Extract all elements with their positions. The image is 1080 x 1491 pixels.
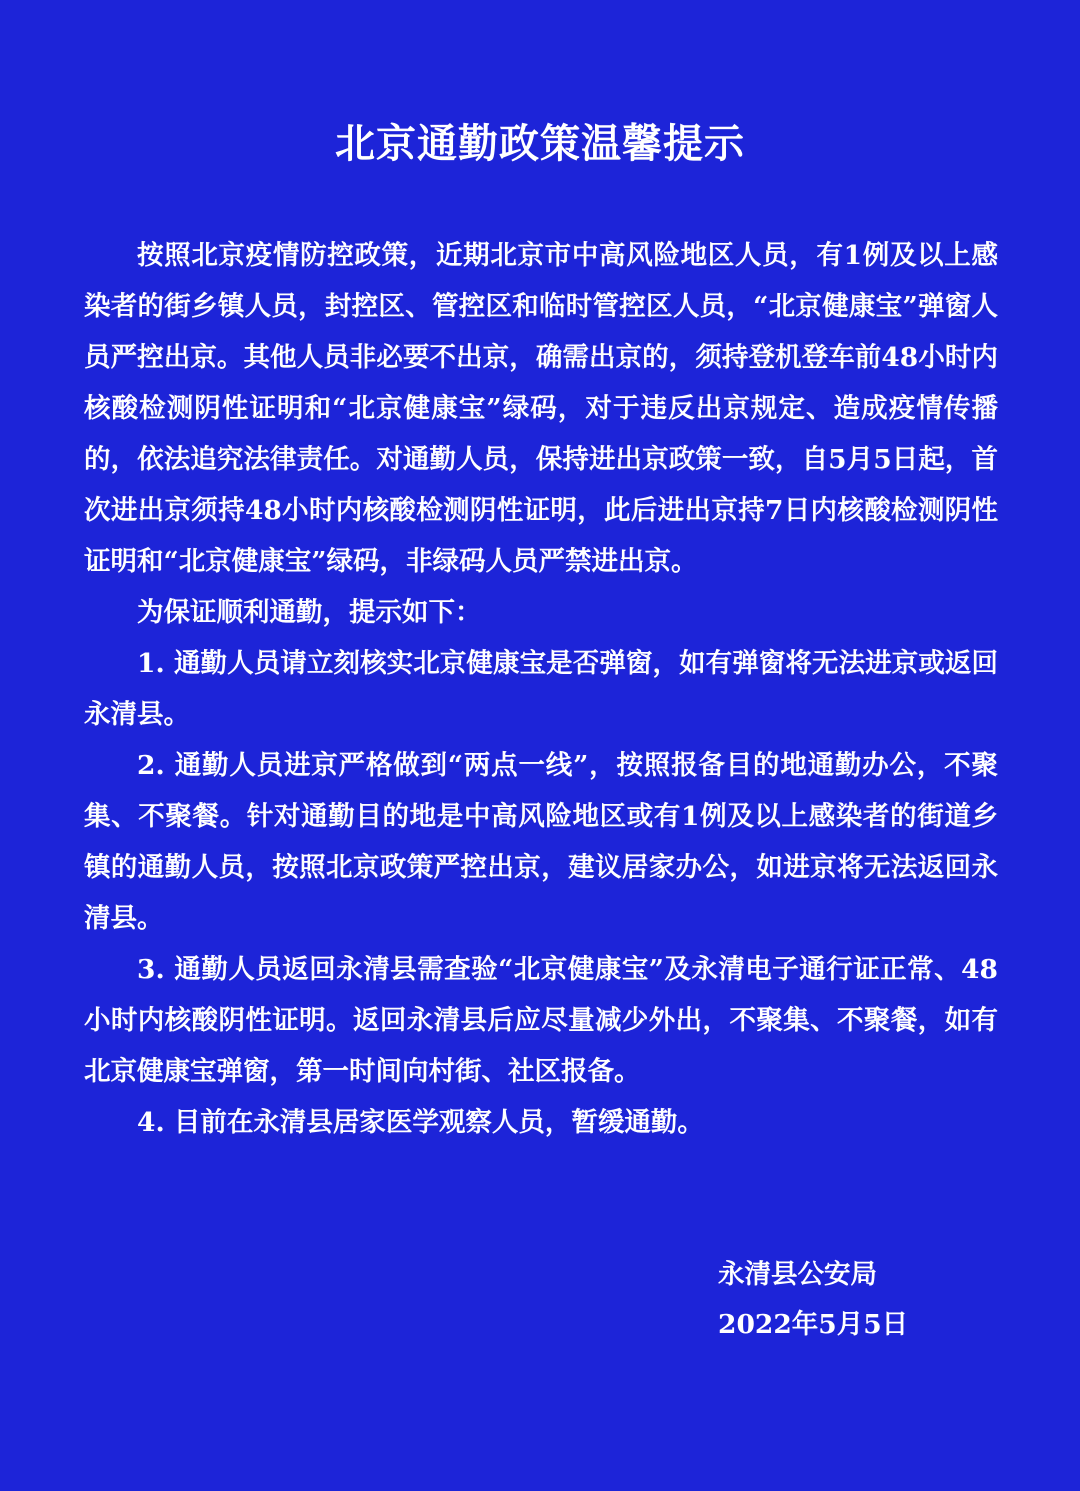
notice-title: 北京通勤政策温馨提示 [335, 120, 745, 167]
lead-paragraph: 为保证顺利通勤，提示如下： [137, 597, 482, 628]
notice-body [84, 230, 998, 1148]
list-item-3: 3. 通勤人员返回永清县需查验“北京健康宝”及永清电子通行证正常、48小时内核酸阴性证明。返回永清县后应尽量减少外出，不聚集、不聚餐，如有北京健康宝弹窗，第一时间向村街、社区报备。 [84, 954, 998, 1087]
intro-paragraph: 按照北京疫情防控政策，近期北京市中高风险地区人员，有1例及以上感染者的街乡镇人员，封控区、管控区和临时管控区人员，“北京健康宝”弹窗人员严控出京。其他人员非必要不出京，确需出京的，须持登机登车前48小时内核酸检测阴性证明和“北京健康宝”绿码，对于违反出京规定、造成疫情传播的，依法追究法律责任。对通勤人员，保持进出京政策一致，自5月5日起，首次进出京须持48小时内核酸检测阴性证明，此后进出京持7日内核酸检测阴性证明和“北京健康宝”绿码，非绿码人员严禁进出京。 [84, 240, 998, 577]
signature-date: 2022年5月5日 [718, 1309, 909, 1340]
signature-block [718, 1250, 1018, 1350]
signature-org: 永清县公安局 [718, 1259, 877, 1290]
list-item-1: 1. 通勤人员请立刻核实北京健康宝是否弹窗，如有弹窗将无法进京或返回永清县。 [84, 648, 998, 730]
list-item-2: 2. 通勤人员进京严格做到“两点一线”，按照报备目的地通勤办公，不聚集、不聚餐。针对通勤目的地是中高风险地区或有1例及以上感染者的街道乡镇的通勤人员，按照北京政策严控出京，建议居家办公，如进京将无法返回永清县。 [84, 750, 998, 934]
list-item-4: 4. 目前在永清县居家医学观察人员，暂缓通勤。 [137, 1107, 704, 1138]
